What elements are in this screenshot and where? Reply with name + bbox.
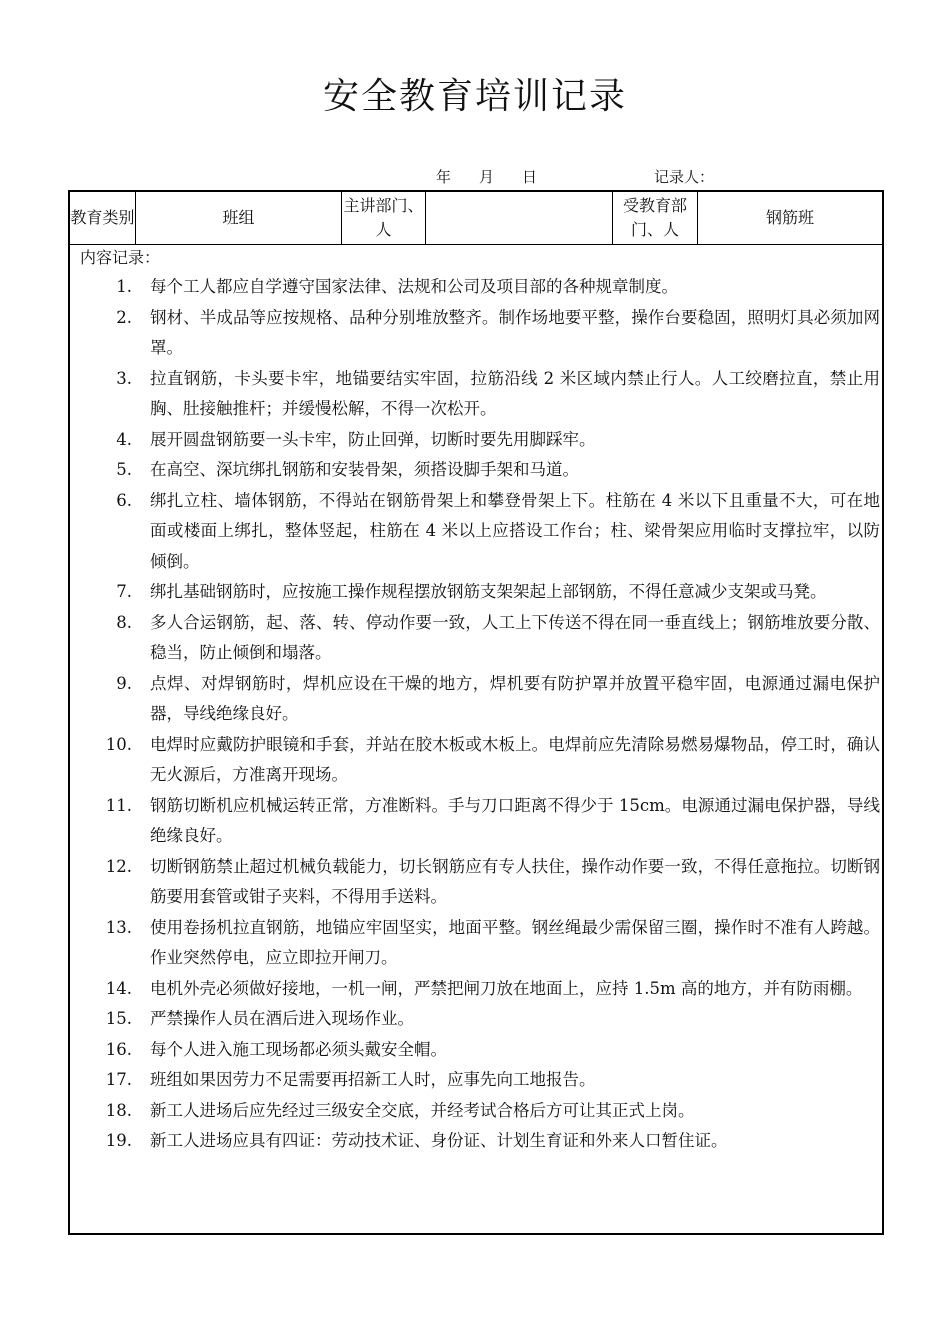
list-item — [80, 1096, 880, 1127]
month-label: 月 — [479, 168, 495, 186]
list-item — [80, 303, 880, 364]
list-item — [80, 791, 880, 852]
list-item — [80, 272, 880, 303]
list-item-text: 班组如果因劳力不足需要再招新工人时，应事先向工地报告。 — [150, 1070, 596, 1089]
list-item-number: 17. — [105, 1070, 132, 1089]
list-item-text: 电焊时应戴防护眼镜和手套，并站在胶木板或木板上。电焊前应先清除易燃易爆物品，停工时，确认无火源后，方准离开现场。 — [150, 734, 880, 784]
list-item-number: 16. — [105, 1039, 132, 1059]
edu-type-value: 班组 — [136, 192, 342, 244]
list-item-number: 12. — [105, 856, 132, 876]
list-item-text: 每个人进入施工现场都必须头戴安全帽。 — [150, 1039, 447, 1059]
list-item-text: 钢材、半成品等应按规格、品种分别堆放整齐。制作场地要平整，操作台要稳固，照明灯具必须加网罩。 — [150, 307, 880, 357]
list-item — [80, 913, 880, 974]
edu-type-label: 教育类别 — [70, 192, 136, 244]
lecturer-label: 主讲部门、人 — [342, 192, 426, 244]
list-item-text: 多人合运钢筋，起、落、转、停动作要一致，人工上下传送不得在同一垂直线上；钢筋堆放要分散、稳当，防止倾倒和塌落。 — [150, 612, 880, 662]
day-label: 日 — [522, 168, 538, 186]
trainee-label: 受教育部门、人 — [613, 192, 698, 244]
list-item-number: 13. — [105, 917, 132, 937]
list-item-number: 1. — [116, 277, 132, 296]
rule-list — [80, 272, 880, 1157]
list-item-number: 15. — [105, 1009, 132, 1028]
list-item-number: 8. — [116, 612, 132, 632]
list-item-number: 19. — [105, 1131, 132, 1150]
list-item-number: 14. — [105, 978, 132, 998]
list-item-text: 每个工人都应自学遵守国家法律、法规和公司及项目部的各种规章制度。 — [150, 277, 678, 296]
list-item-number: 5. — [116, 460, 132, 479]
list-item — [80, 455, 880, 486]
list-item-number: 9. — [116, 673, 132, 693]
list-item-number: 7. — [116, 582, 132, 601]
list-item-number: 11. — [105, 795, 132, 815]
list-item — [80, 1065, 880, 1096]
list-item-text: 点焊、对焊钢筋时，焊机应设在干燥的地方，焊机要有防护罩并放置平稳牢固，电源通过漏电保护器，导线绝缘良好。 — [150, 673, 880, 723]
trainee-value: 钢筋班 — [765, 208, 814, 227]
recorder-label: 记录人： — [654, 168, 715, 186]
list-item-number: 4. — [116, 429, 132, 449]
list-item-number: 6. — [116, 490, 132, 510]
list-item-text: 在高空、深坑绑扎钢筋和安装骨架，须搭设脚手架和马道。 — [150, 460, 579, 479]
page-title: 安全教育培训记录 — [322, 76, 627, 117]
record-table — [68, 190, 884, 1235]
list-item-text: 钢筋切断机应机械运转正常，方准断料。手与刀口距离不得少于 15cm。电源通过漏电保护器，导线绝缘良好。 — [150, 795, 880, 845]
list-item-text: 使用卷扬机拉直钢筋，地锚应牢固坚实，地面平整。钢丝绳最少需保留三圈，操作时不准有人跨越。作业突然停电，应立即拉开闸刀。 — [150, 917, 880, 967]
list-item — [80, 974, 880, 1005]
list-item-text: 拉直钢筋，卡头要卡牢，地锚要结实牢固，拉筋沿线 2 米区域内禁止行人。人工绞磨拉直，禁止用胸、肚接触推杆；并缓慢松解，不得一次松开。 — [150, 368, 880, 418]
list-item-text: 展开圆盘钢筋要一头卡牢，防止回弹，切断时要先用脚踩牢。 — [150, 429, 596, 449]
list-item — [80, 608, 880, 669]
list-item — [80, 577, 880, 608]
list-item — [80, 1035, 880, 1066]
list-item-text: 新工人进场应具有四证：劳动技术证、身份证、计划生育证和外来人口暂住证。 — [150, 1131, 728, 1150]
list-item — [80, 486, 880, 578]
list-item-number: 18. — [105, 1100, 132, 1120]
date-line — [436, 166, 565, 188]
list-item — [80, 852, 880, 913]
list-item — [80, 1004, 880, 1035]
content-label: 内容记录： — [80, 248, 161, 267]
lecturer-value — [426, 192, 613, 244]
list-item-text: 绑扎立柱、墙体钢筋，不得站在钢筋骨架上和攀登骨架上下。柱筋在 4 米以下且重量不大，可在地面或楼面上绑扎，整体竖起，柱筋在 4 米以上应搭设工作台；柱、梁骨架应用临时支撑拉牢，以防倾倒。 — [150, 490, 880, 571]
list-item-text: 严禁操作人员在酒后进入现场作业。 — [150, 1009, 414, 1028]
list-item-number: 2. — [116, 307, 132, 327]
list-item-text: 新工人进场后应先经过三级安全交底，并经考试合格后方可让其正式上岗。 — [150, 1100, 695, 1120]
list-item — [80, 1126, 880, 1157]
list-item-number: 3. — [116, 368, 132, 388]
year-label: 年 — [436, 168, 452, 186]
list-item — [80, 364, 880, 425]
list-item — [80, 730, 880, 791]
content-record — [80, 246, 880, 1157]
list-item-text: 切断钢筋禁止超过机械负载能力，切长钢筋应有专人扶住，操作动作要一致，不得任意拖拉。切断钢筋要用套管或钳子夹料，不得用手送料。 — [150, 856, 880, 906]
list-item — [80, 425, 880, 456]
table-header-row — [70, 192, 882, 245]
list-item-text: 绑扎基础钢筋时，应按施工操作规程摆放钢筋支架架起上部钢筋，不得任意减少支架或马凳。 — [150, 582, 827, 601]
list-item-text: 电机外壳必须做好接地，一机一闸，严禁把闸刀放在地面上，应持 1.5m 高的地方，并有防雨棚。 — [150, 978, 863, 998]
list-item-number: 10. — [105, 734, 132, 754]
list-item — [80, 669, 880, 730]
